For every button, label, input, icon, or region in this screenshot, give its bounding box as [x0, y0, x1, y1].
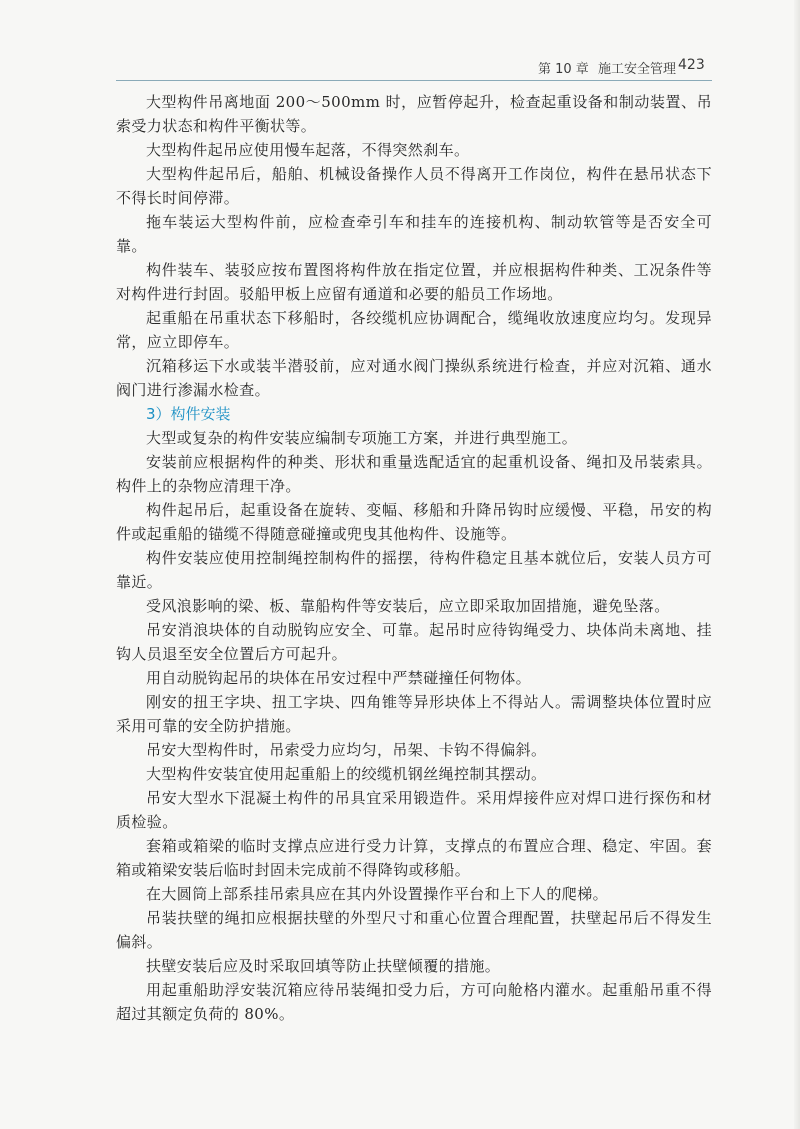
paragraph: 吊安消浪块体的自动脱钩应安全、可靠。起吊时应待钩绳受力、块体尚未离地、挂钩人员退至安全位置后方可起升。 [116, 621, 712, 663]
paragraph: 刚安的扭王字块、扭工字块、四角锥等异形块体上不得站人。需调整块体位置时应采用可靠的安全防护措施。 [116, 693, 712, 735]
paragraph: 起重船在吊重状态下移船时，各绞缆机应协调配合，缆绳收放速度应均匀。发现异常，应立即停车。 [116, 309, 712, 351]
paragraph: 拖车装运大型构件前，应检查牵引车和挂车的连接机构、制动软管等是否安全可靠。 [116, 213, 712, 255]
paragraph: 受风浪影响的梁、板、靠船构件等安装后，应立即采取加固措施，避免坠落。 [146, 597, 670, 615]
paragraph: 构件装车、装驳应按布置图将构件放在指定位置，并应根据构件种类、工况条件等对构件进行封固。驳船甲板上应留有通道和必要的船员工作场地。 [116, 261, 712, 303]
section-heading: 3）构件安装 [146, 405, 231, 423]
chapter-label: 第 10 章 [538, 62, 589, 77]
paragraph: 大型构件吊离地面 200～500mm 时，应暂停起升，检查起重设备和制动装置、吊索受力状态和构件平衡状等。 [116, 93, 712, 135]
running-header [520, 56, 710, 78]
paragraph: 大型构件安装宜使用起重船上的绞缆机钢丝绳控制其摆动。 [146, 765, 547, 783]
paragraph: 吊安大型水下混凝土构件的吊具宜采用锻造件。采用焊接件应对焊口进行探伤和材质检验。 [116, 789, 712, 831]
page-number: 423 [678, 57, 705, 73]
paragraph: 在大圆筒上部系挂吊索具应在其内外设置操作平台和上下人的爬梯。 [146, 885, 609, 903]
page-spine-shadow [794, 0, 800, 1129]
paragraph: 安装前应根据构件的种类、形状和重量选配适宜的起重机设备、绳扣及吊装索具。构件上的杂物应清理干净。 [116, 453, 712, 495]
paragraph: 大型或复杂的构件安装应编制专项施工方案，并进行典型施工。 [146, 429, 578, 447]
paragraph: 大型构件起吊应使用慢车起落，不得突然刹车。 [146, 141, 470, 159]
header-rule [116, 80, 712, 81]
paragraph: 扶壁安装后应及时采取回填等防止扶壁倾覆的措施。 [146, 957, 501, 975]
paragraph: 沉箱移运下水或装半潜驳前，应对通水阀门操纵系统进行检查，并应对沉箱、通水阀门进行渗漏水检查。 [116, 357, 712, 399]
paragraph: 大型构件起吊后，船舶、机械设备操作人员不得离开工作岗位，构件在悬吊状态下不得长时间停滞。 [116, 165, 712, 207]
paragraph: 用自动脱钩起吊的块体在吊安过程中严禁碰撞任何物体。 [146, 669, 532, 687]
paragraph: 构件安装应使用控制绳控制构件的摇摆，待构件稳定且基本就位后，安装人员方可靠近。 [116, 549, 712, 591]
paragraph: 套箱或箱梁的临时支撑点应进行受力计算，支撑点的布置应合理、稳定、牢固。套箱或箱梁安装后临时封固未完成前不得降钩或移船。 [116, 837, 712, 879]
paragraph: 吊装扶壁的绳扣应根据扶壁的外型尺寸和重心位置合理配置，扶壁起吊后不得发生偏斜。 [116, 909, 712, 951]
paragraph: 吊安大型构件时，吊索受力应均匀，吊架、卡钩不得偏斜。 [146, 741, 547, 759]
paragraph: 构件起吊后，起重设备在旋转、变幅、移船和升降吊钩时应缓慢、平稳，吊安的构件或起重船的锚缆不得随意碰撞或兜曳其他构件、设施等。 [116, 501, 712, 543]
paragraph: 用起重船助浮安装沉箱应待吊装绳扣受力后，方可向舱格内灌水。起重船吊重不得超过其额定负荷的 80%。 [116, 981, 712, 1023]
body-text [116, 90, 712, 1026]
section-title: 施工安全管理 [598, 62, 677, 77]
